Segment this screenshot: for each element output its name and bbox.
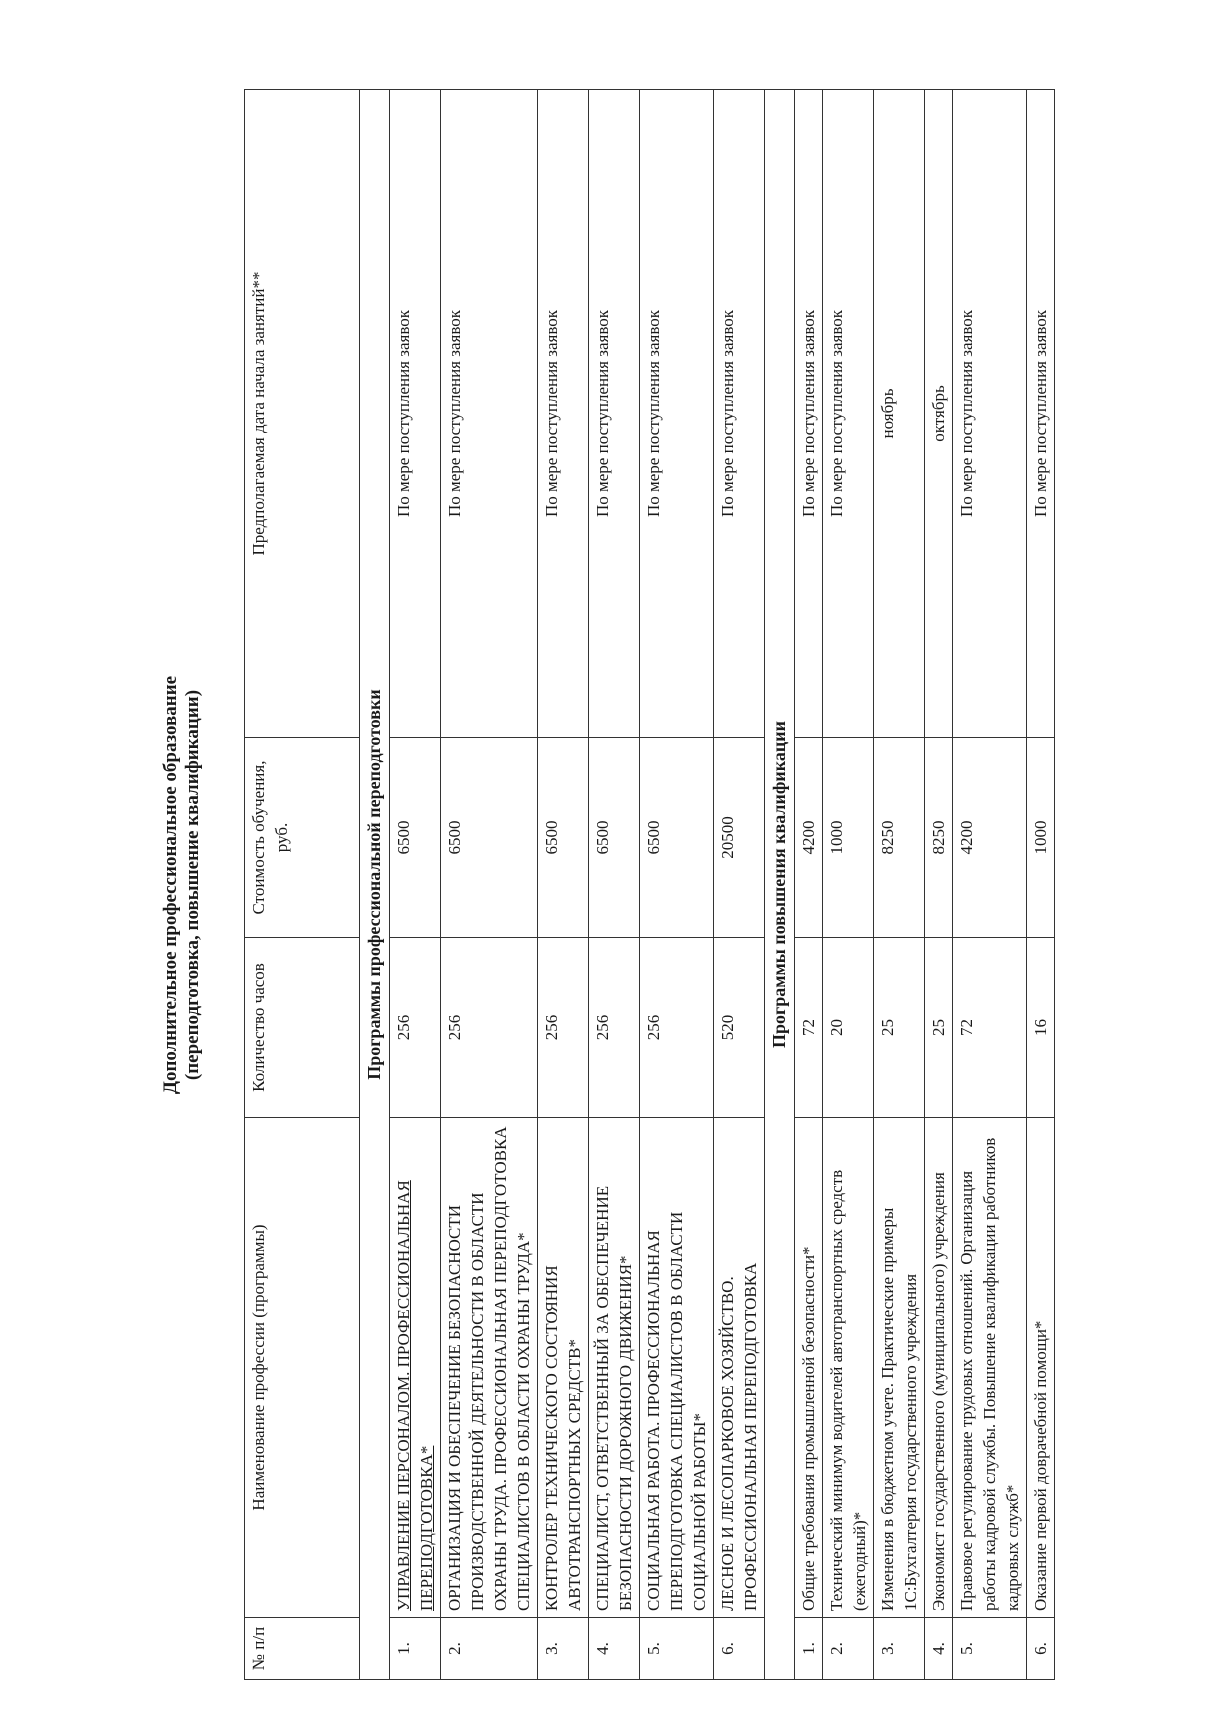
program-name: УПРАВЛЕНИЕ ПЕРСОНАЛОМ. ПРОФЕССИОНАЛЬНАЯ ПЕРЕПОДГОТОВКА* [390, 1118, 441, 1618]
row-number: 5. [953, 1618, 1027, 1680]
program-name: Изменения в бюджетном учете. Практические примеры 1С:Бухгалтерия государственного учреждения [874, 1118, 925, 1618]
row-number: 2. [441, 1618, 538, 1680]
row-number: 6. [714, 1618, 765, 1680]
table-row [823, 90, 874, 1680]
program-cost: 20500 [714, 738, 765, 938]
programs-table [244, 89, 1055, 1680]
row-number: 4. [589, 1618, 640, 1680]
program-name: Оказание первой доврачебной помощи* [1027, 1118, 1055, 1618]
col-cost: Стоимость обучения, руб. [245, 738, 360, 938]
table-body [360, 90, 1055, 1680]
header-row [245, 90, 360, 1680]
program-name: Правовое регулирование трудовых отношений. Организация работы кадровой службы. Повышение квалификации работников кадровых служб* [953, 1118, 1027, 1618]
program-start-date: По мере поступления заявок [953, 90, 1027, 738]
table-row [1027, 90, 1055, 1680]
row-number: 1. [390, 1618, 441, 1680]
program-name: СПЕЦИАЛИСТ, ОТВЕТСТВЕННЫЙ ЗА ОБЕСПЕЧЕНИЕ БЕЗОПАСНОСТИ ДОРОЖНОГО ДВИЖЕНИЯ* [589, 1118, 640, 1618]
col-number: № п/п [245, 1618, 360, 1680]
document-title [160, 80, 204, 1690]
row-number: 3. [538, 1618, 589, 1680]
program-name: СОЦИАЛЬНАЯ РАБОТА. ПРОФЕССИОНАЛЬНАЯ ПЕРЕПОДГОТОВКА СПЕЦИАЛИСТОВ В ОБЛАСТИ СОЦИАЛЬНОЙ РАБОТЫ* [640, 1118, 714, 1618]
table-row [795, 90, 823, 1680]
program-start-date: По мере поступления заявок [823, 90, 874, 738]
title-line-1: Дополнительное профессиональное образование [160, 675, 181, 1095]
program-hours: 256 [640, 938, 714, 1118]
program-name: КОНТРОЛЕР ТЕХНИЧЕСКОГО СОСТОЯНИЯ АВТОТРАНСПОРТНЫХ СРЕДСТВ* [538, 1118, 589, 1618]
program-cost: 1000 [823, 738, 874, 938]
program-start-date: По мере поступления заявок [390, 90, 441, 738]
section-heading-row [765, 90, 795, 1680]
table-row [714, 90, 765, 1680]
program-hours: 72 [795, 938, 823, 1118]
program-hours: 256 [441, 938, 538, 1118]
program-name: ЛЕСНОЕ И ЛЕСОПАРКОВОЕ ХОЗЯЙСТВО. ПРОФЕССИОНАЛЬНАЯ ПЕРЕПОДГОТОВКА [714, 1118, 765, 1618]
program-hours: 20 [823, 938, 874, 1118]
table-row [925, 90, 953, 1680]
table-row [953, 90, 1027, 1680]
row-number: 5. [640, 1618, 714, 1680]
title-line-2: (переподготовка, повышение квалификации) [182, 689, 203, 1081]
col-date: Предполагаемая дата начала занятий** [245, 90, 360, 738]
program-start-date: октябрь [925, 90, 953, 738]
program-start-date: По мере поступления заявок [1027, 90, 1055, 738]
program-start-date: По мере поступления заявок [640, 90, 714, 738]
program-name: ОРГАНИЗАЦИЯ И ОБЕСПЕЧЕНИЕ БЕЗОПАСНОСТИ ПРОИЗВОДСТВЕННОЙ ДЕЯТЕЛЬНОСТИ В ОБЛАСТИ ОХРАНЫ ТРУДА. ПРОФЕССИОНАЛЬНАЯ ПЕРЕПОДГОТОВКА СПЕЦИАЛИСТОВ В ОБЛАСТИ ОХРАНЫ ТРУДА* [441, 1118, 538, 1618]
table-row [390, 90, 441, 1680]
program-cost: 6500 [441, 738, 538, 938]
table-row [640, 90, 714, 1680]
program-start-date: По мере поступления заявок [589, 90, 640, 738]
program-cost: 8250 [874, 738, 925, 938]
program-name: Экономист государственного (муниципального) учреждения [925, 1118, 953, 1618]
rotated-page [160, 80, 1205, 1690]
program-hours: 256 [390, 938, 441, 1118]
row-number: 2. [823, 1618, 874, 1680]
program-cost: 4200 [953, 738, 1027, 938]
table-row [589, 90, 640, 1680]
row-number: 6. [1027, 1618, 1055, 1680]
program-hours: 256 [589, 938, 640, 1118]
program-cost: 4200 [795, 738, 823, 938]
section-heading-row [360, 90, 390, 1680]
row-number: 3. [874, 1618, 925, 1680]
program-cost: 6500 [589, 738, 640, 938]
col-hours: Количество часов [245, 938, 360, 1118]
program-name: Общие требования промышленной безопасности* [795, 1118, 823, 1618]
program-start-date: По мере поступления заявок [441, 90, 538, 738]
table-row [441, 90, 538, 1680]
program-hours: 72 [953, 938, 1027, 1118]
program-start-date: ноябрь [874, 90, 925, 738]
program-cost: 6500 [390, 738, 441, 938]
program-cost: 8250 [925, 738, 953, 938]
program-hours: 25 [874, 938, 925, 1118]
program-name: Технический минимум водителей автотранспортных средств (ежегодный)* [823, 1118, 874, 1618]
table-row [538, 90, 589, 1680]
program-hours: 25 [925, 938, 953, 1118]
program-start-date: По мере поступления заявок [795, 90, 823, 738]
row-number: 4. [925, 1618, 953, 1680]
program-cost: 6500 [640, 738, 714, 938]
section-heading: Программы профессиональной переподготовки [360, 90, 390, 1680]
table-row [874, 90, 925, 1680]
program-cost: 6500 [538, 738, 589, 938]
program-hours: 256 [538, 938, 589, 1118]
row-number: 1. [795, 1618, 823, 1680]
section-heading: Программы повышения квалификации [765, 90, 795, 1680]
program-start-date: По мере поступления заявок [714, 90, 765, 738]
program-hours: 16 [1027, 938, 1055, 1118]
program-cost: 1000 [1027, 738, 1055, 938]
col-name: Наименование профессии (программы) [245, 1118, 360, 1618]
program-start-date: По мере поступления заявок [538, 90, 589, 738]
program-hours: 520 [714, 938, 765, 1118]
